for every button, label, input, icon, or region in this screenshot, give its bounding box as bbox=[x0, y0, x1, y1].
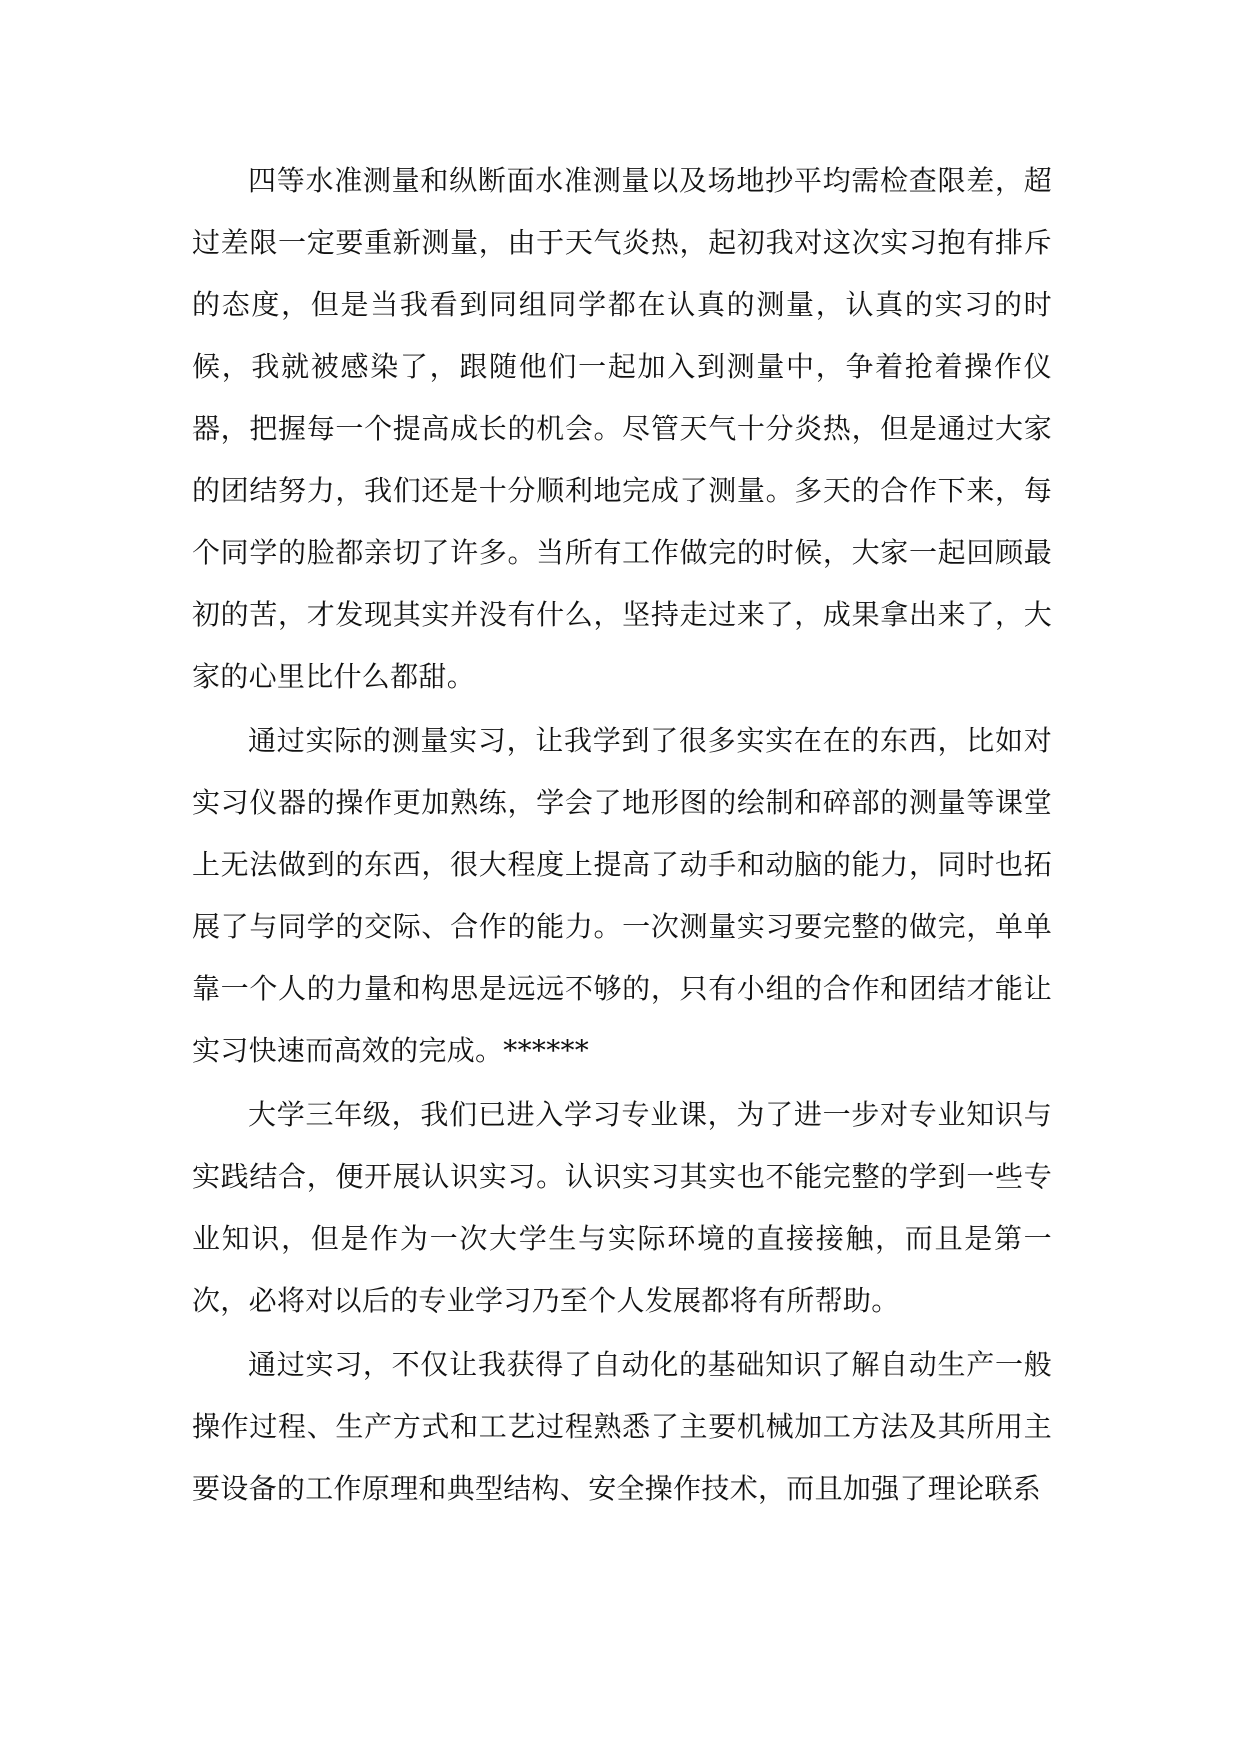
document-page bbox=[192, 150, 1052, 1522]
paragraph-automation-internship: 通过实习，不仅让我获得了自动化的基础知识了解自动生产一般操作过程、生产方式和工艺过程熟悉了主要机械加工方法及其所用主要设备的工作原理和典型结构、安全操作技术，而且加强了理论联系 bbox=[192, 1348, 1052, 1505]
paragraph-practical-learning: 通过实际的测量实习，让我学到了很多实实在在的东西，比如对实习仪器的操作更加熟练，学会了地形图的绘制和碎部的测量等课堂上无法做到的东西，很大程度上提高了动手和动脑的能力，同时也拓展了与同学的交际、合作的能力。一次测量实习要完整的做完，单单靠一个人的力量和构思是远远不够的，只有小组的合作和团结才能让实习快速而高效的完成。****** bbox=[192, 724, 1052, 1067]
paragraph-third-year: 大学三年级，我们已进入学习专业课，为了进一步对专业知识与实践结合，便开展认识实习。认识实习其实也不能完整的学到一些专业知识，但是作为一次大学生与实际环境的直接接触，而且是第一次，必将对以后的专业学习乃至个人发展都将有所帮助。 bbox=[192, 1098, 1052, 1317]
paragraph-survey-practice: 四等水准测量和纵断面水准测量以及场地抄平均需检查限差，超过差限一定要重新测量，由于天气炎热，起初我对这次实习抱有排斥的态度，但是当我看到同组同学都在认真的测量，认真的实习的时候，我就被感染了，跟随他们一起加入到测量中，争着抢着操作仪器，把握每一个提高成长的机会。尽管天气十分炎热，但是通过大家的团结努力，我们还是十分顺利地完成了测量。多天的合作下来，每个同学的脸都亲切了许多。当所有工作做完的时候，大家一起回顾最初的苦，才发现其实并没有什么，坚持走过来了，成果拿出来了，大家的心里比什么都甜。 bbox=[192, 164, 1052, 693]
